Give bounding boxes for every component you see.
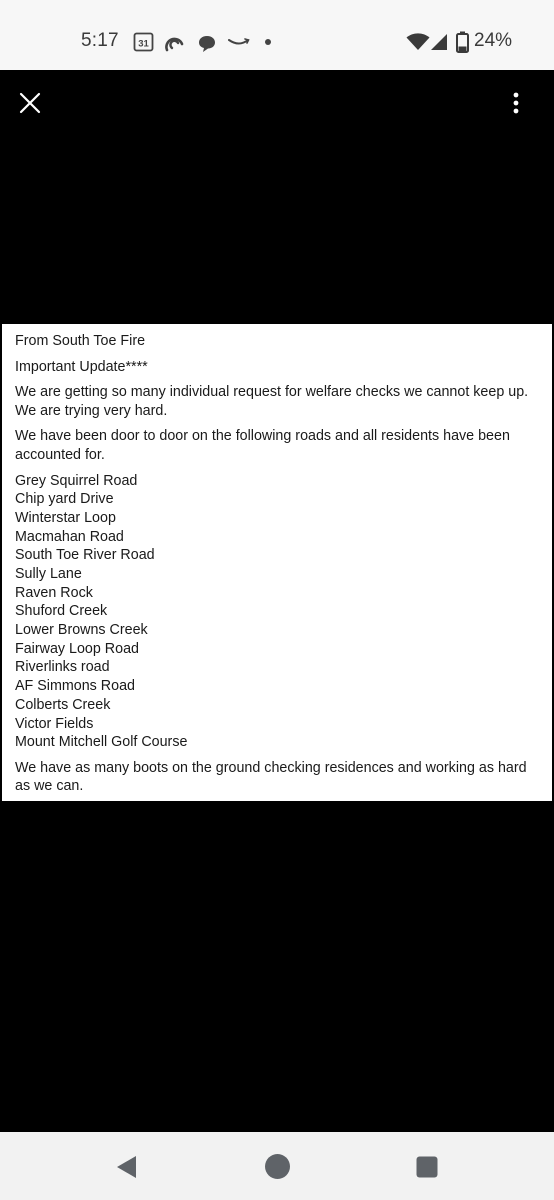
road-item: Grey Squirrel Road	[15, 472, 138, 489]
road-item: Lower Browns Creek	[15, 622, 148, 639]
amazon-smile-icon	[228, 36, 250, 48]
close-icon[interactable]	[18, 91, 42, 115]
road-item: Raven Rock	[15, 584, 93, 601]
more-vert-icon[interactable]	[506, 90, 526, 116]
road-item: Fairway Loop Road	[15, 640, 139, 657]
battery-icon	[456, 31, 469, 53]
battery-percent: 24%	[474, 30, 513, 51]
calendar-day: 31	[138, 38, 149, 50]
post-source: From South Toe Fire	[15, 333, 146, 349]
road-item: Winterstar Loop	[15, 509, 116, 526]
chat-bubble-icon	[197, 34, 217, 53]
road-item: Sully Lane	[15, 566, 82, 582]
navigation-bar	[0, 1132, 554, 1200]
recents-icon[interactable]	[416, 1156, 438, 1178]
wifi-icon	[406, 33, 430, 51]
image-viewer	[0, 70, 554, 1132]
road-item: Chip yard Drive	[15, 491, 114, 508]
road-list	[15, 472, 538, 752]
post-paragraph-roads-intro: We have been door to door on the following roads and all residents have been accounted for.	[15, 428, 510, 463]
road-item: Shuford Creek	[15, 603, 108, 620]
cell-signal-icon	[430, 33, 448, 51]
post-closing: We have as many boots on the ground checking residences and working as hard as we can.	[15, 759, 527, 795]
pocket-casts-icon	[164, 32, 186, 52]
road-item: Macmahan Road	[15, 528, 124, 545]
post-image	[2, 324, 552, 801]
dot-icon	[264, 38, 272, 46]
road-item: AF Simmons Road	[15, 678, 135, 695]
road-item: Riverlinks road	[15, 659, 110, 676]
calendar-icon	[133, 31, 154, 52]
road-item: South Toe River Road	[15, 547, 155, 564]
road-item: Colberts Creek	[15, 696, 111, 713]
back-icon[interactable]	[114, 1154, 140, 1180]
home-icon[interactable]	[264, 1153, 291, 1180]
post-headline: Important Update****	[15, 358, 148, 375]
post-paragraph-welfare: We are getting so many individual request for welfare checks we cannot keep up. We are trying very hard.	[15, 384, 529, 419]
road-item: Victor Fields	[15, 715, 94, 732]
road-item: Mount Mitchell Golf Course	[15, 734, 188, 751]
clock: 5:17	[81, 30, 119, 51]
status-bar	[0, 0, 554, 70]
